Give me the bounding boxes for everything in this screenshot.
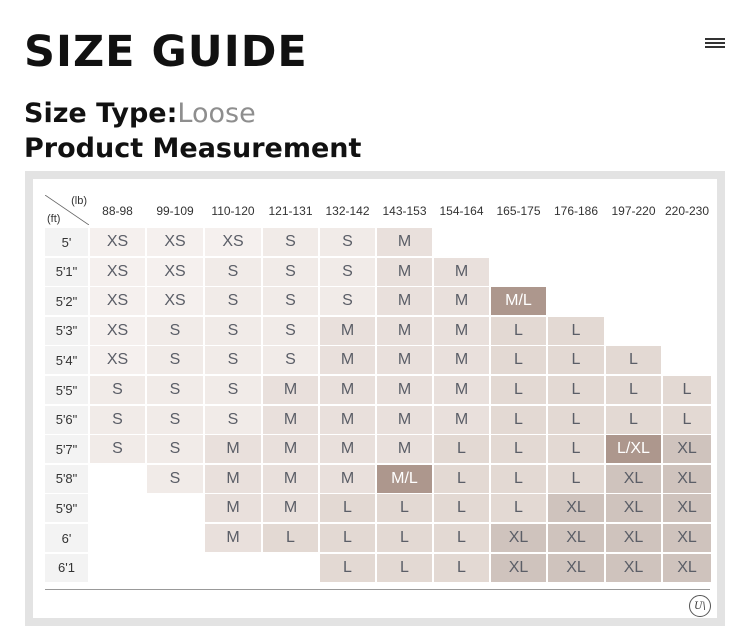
size-cell: L xyxy=(491,346,546,374)
size-cell: L xyxy=(377,524,432,552)
size-cell: S xyxy=(263,317,318,345)
size-cell: L xyxy=(491,317,546,345)
size-cell: S xyxy=(263,346,318,374)
size-cell: M xyxy=(205,494,261,522)
size-cell: M xyxy=(434,406,489,434)
height-row-label: 6' xyxy=(45,524,88,552)
size-cell: XL xyxy=(548,524,604,552)
size-cell: XS xyxy=(90,258,145,286)
brand-logo: U\ xyxy=(689,595,711,617)
size-cell: S xyxy=(147,406,203,434)
size-cell: M xyxy=(377,376,432,404)
table-corner xyxy=(45,195,89,225)
size-cell: M xyxy=(263,406,318,434)
size-cell: M xyxy=(320,406,375,434)
height-row-label: 5'3" xyxy=(45,317,88,345)
size-cell: M xyxy=(377,346,432,374)
size-cell: L xyxy=(377,494,432,522)
size-cell: M xyxy=(263,435,318,463)
size-cell: L xyxy=(491,376,546,404)
size-cell: S xyxy=(90,376,145,404)
height-row-label: 5'4" xyxy=(45,346,88,374)
size-cell: S xyxy=(205,406,261,434)
size-cell: L xyxy=(491,406,546,434)
size-cell: L xyxy=(548,435,604,463)
height-row-label: 5' xyxy=(45,228,88,256)
hamburger-menu-icon[interactable] xyxy=(705,38,725,54)
size-cell: XL xyxy=(548,494,604,522)
size-cell: S xyxy=(263,228,318,256)
size-cell: L xyxy=(320,554,375,582)
weight-unit-label: (lb) xyxy=(71,195,87,207)
section-title: Product Measurement xyxy=(24,133,362,164)
size-cell: M xyxy=(205,524,261,552)
size-cell: L xyxy=(491,494,546,522)
size-cell: XS xyxy=(90,287,145,315)
size-cell: M xyxy=(434,346,489,374)
height-row-label: 6'1 xyxy=(45,554,88,582)
size-chart xyxy=(33,179,717,618)
size-cell: L xyxy=(606,346,661,374)
size-cell: M xyxy=(320,465,375,493)
size-cell: M/L xyxy=(377,465,432,493)
weight-column-header: 220-230 xyxy=(664,204,710,218)
size-cell: XL xyxy=(663,435,711,463)
size-cell: S xyxy=(205,376,261,404)
size-cell: S xyxy=(147,317,203,345)
size-cell: XL xyxy=(606,494,661,522)
weight-column-header: 176-186 xyxy=(553,204,599,218)
size-type-value: Loose xyxy=(177,98,256,129)
size-cell: L xyxy=(320,524,375,552)
size-cell: M xyxy=(320,376,375,404)
height-row-label: 5'1" xyxy=(45,258,88,286)
height-row-label: 5'2" xyxy=(45,287,88,315)
size-cell: S xyxy=(205,258,261,286)
size-cell: S xyxy=(147,376,203,404)
weight-column-header: 88-98 xyxy=(102,204,133,218)
weight-column-header: 132-142 xyxy=(325,204,370,218)
height-unit-label: (ft) xyxy=(47,213,61,225)
table-bottom-divider xyxy=(45,589,710,590)
size-cell: L xyxy=(434,524,489,552)
size-cell: L xyxy=(606,376,661,404)
size-cell: M xyxy=(320,317,375,345)
size-cell: S xyxy=(320,228,375,256)
size-cell: M xyxy=(377,435,432,463)
size-cell: M/L xyxy=(491,287,546,315)
size-cell: S xyxy=(320,258,375,286)
size-cell: S xyxy=(263,258,318,286)
height-row-label: 5'7" xyxy=(45,435,88,463)
size-cell: M xyxy=(434,317,489,345)
size-cell: S xyxy=(205,287,261,315)
size-cell: S xyxy=(320,287,375,315)
size-cell: XS xyxy=(147,228,203,256)
size-cell: M xyxy=(320,435,375,463)
size-cell: XS xyxy=(205,228,261,256)
size-cell: S xyxy=(205,346,261,374)
size-cell: L xyxy=(548,317,604,345)
weight-column-header: 165-175 xyxy=(496,204,541,218)
size-cell: L xyxy=(434,554,489,582)
size-cell: L xyxy=(377,554,432,582)
size-cell: XL xyxy=(606,465,661,493)
size-cell: XL xyxy=(491,524,546,552)
size-cell: L xyxy=(491,435,546,463)
size-cell: S xyxy=(90,435,145,463)
size-cell: M xyxy=(205,435,261,463)
size-cell: L xyxy=(548,465,604,493)
size-type xyxy=(24,97,256,131)
size-cell: M xyxy=(377,287,432,315)
size-cell: S xyxy=(147,435,203,463)
size-cell: L xyxy=(548,406,604,434)
size-cell: L xyxy=(663,406,711,434)
size-cell: L xyxy=(663,376,711,404)
size-cell: XL xyxy=(606,554,661,582)
weight-column-header: 99-109 xyxy=(156,204,194,218)
size-cell: L xyxy=(263,524,318,552)
size-cell: L xyxy=(434,435,489,463)
size-cell: XS xyxy=(90,228,145,256)
size-cell: M xyxy=(434,287,489,315)
size-cell: S xyxy=(147,465,203,493)
weight-column-header: 110-120 xyxy=(211,204,255,218)
size-cell: L xyxy=(548,376,604,404)
size-cell: M xyxy=(377,228,432,256)
size-cell: XL xyxy=(491,554,546,582)
height-row-label: 5'5" xyxy=(45,376,88,404)
size-cell: M xyxy=(377,258,432,286)
height-row-label: 5'6" xyxy=(45,406,88,434)
size-cell: XL xyxy=(548,554,604,582)
size-cell: S xyxy=(205,317,261,345)
size-cell: L xyxy=(548,346,604,374)
size-cell: XS xyxy=(90,317,145,345)
size-cell: S xyxy=(147,346,203,374)
size-cell: M xyxy=(377,317,432,345)
size-cell: M xyxy=(263,465,318,493)
weight-column-header: 121-131 xyxy=(268,204,313,218)
size-cell: L xyxy=(434,465,489,493)
weight-column-header: 197-220 xyxy=(611,204,656,218)
size-cell: L xyxy=(606,406,661,434)
size-chart-panel xyxy=(25,171,725,626)
size-cell: XS xyxy=(147,287,203,315)
size-cell: S xyxy=(263,287,318,315)
size-cell: M xyxy=(263,376,318,404)
size-cell: XL xyxy=(663,524,711,552)
size-cell: M xyxy=(434,258,489,286)
size-cell: M xyxy=(377,406,432,434)
size-cell: L/XL xyxy=(606,435,661,463)
size-cell: XL xyxy=(606,524,661,552)
size-cell: XS xyxy=(147,258,203,286)
size-cell: M xyxy=(205,465,261,493)
size-cell: S xyxy=(90,406,145,434)
size-cell: M xyxy=(320,346,375,374)
size-cell: L xyxy=(491,465,546,493)
size-cell: M xyxy=(434,376,489,404)
height-row-label: 5'8" xyxy=(45,465,88,493)
size-cell: M xyxy=(263,494,318,522)
weight-column-header: 143-153 xyxy=(382,204,427,218)
size-cell: XL xyxy=(663,494,711,522)
height-row-label: 5'9" xyxy=(45,494,88,522)
size-cell: XS xyxy=(90,346,145,374)
size-cell: L xyxy=(320,494,375,522)
size-type-label: Size Type: xyxy=(24,98,178,129)
size-cell: XL xyxy=(663,465,711,493)
size-cell: XL xyxy=(663,554,711,582)
weight-column-header: 154-164 xyxy=(439,204,484,218)
page-title: SIZE GUIDE xyxy=(24,27,308,77)
size-cell: L xyxy=(434,494,489,522)
